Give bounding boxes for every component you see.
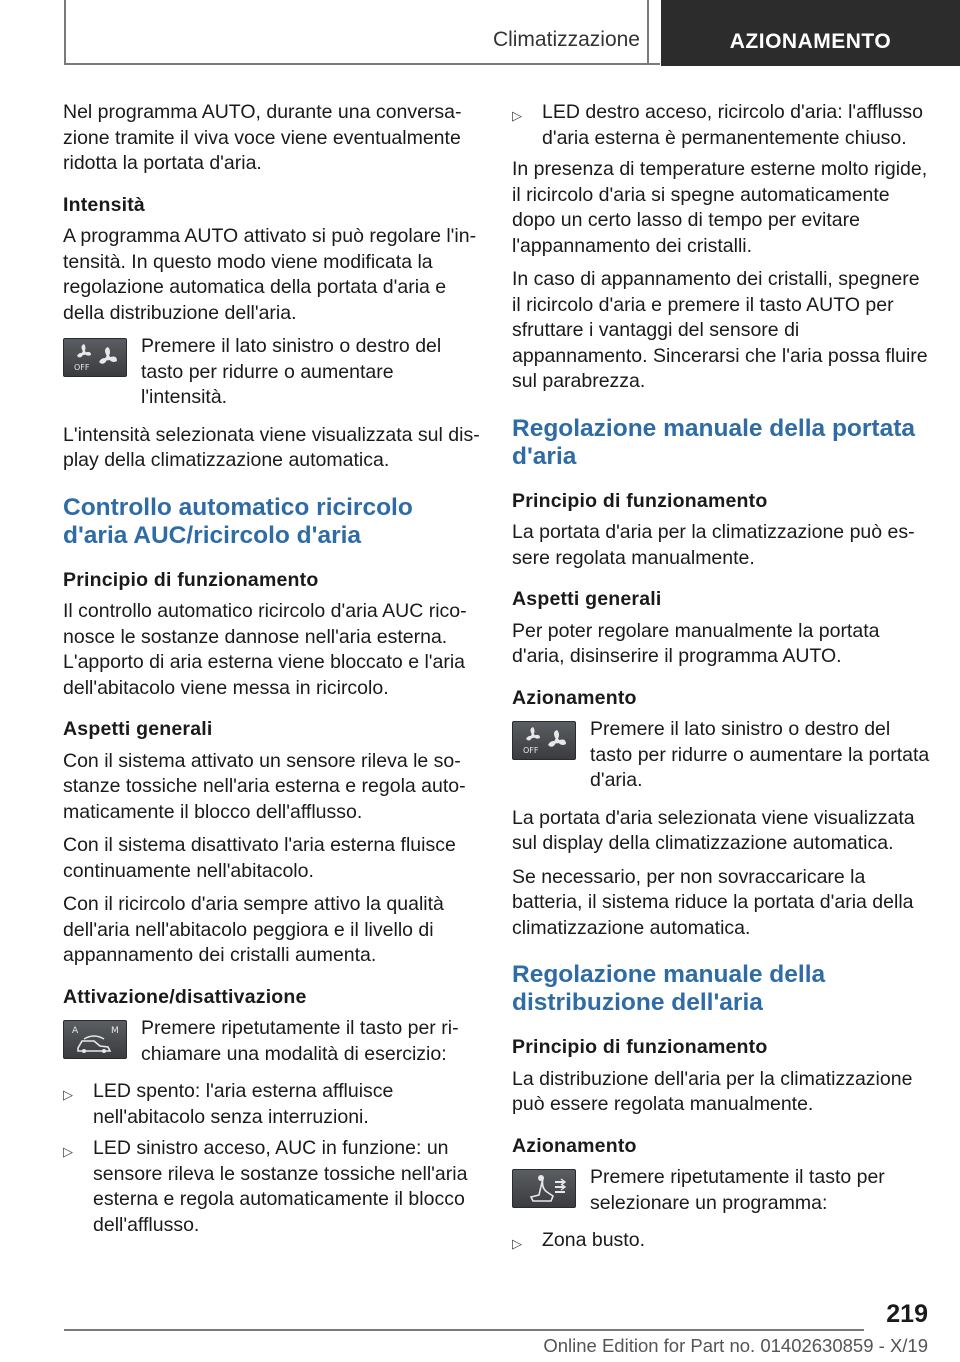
- auto-label: A: [72, 1026, 79, 1036]
- list-item-text: LED sinistro acceso, AUC in funzione: un sensore rileva le sostanze tossiche nell'aria esterna e regola automaticamente il blocco dell'afflusso.: [93, 1137, 468, 1236]
- instruction-text: Premere ripetutamente il tasto per selezionare un programma:: [590, 1166, 885, 1214]
- list-item-text: LED spento: l'aria esterna affluisce nell'abitacolo senza interruzioni.: [93, 1080, 394, 1128]
- paragraph: In presenza di temperature esterne molto rigide, il ricircolo d'aria si spegne automaticamente dopo un certo lasso di tempo per evitare l'appannamento dei cristalli.: [512, 158, 928, 257]
- paragraph: La portata d'aria selezionata viene visualizzata sul display della climatizzazione automatica.: [512, 806, 915, 854]
- air-distribution-icon: [513, 1170, 575, 1207]
- paragraph: In caso di appannamento dei cristalli, spegnere il ricircolo d'aria e premere il tasto AUTO per sfruttare i vantaggi del sensore di appannamento. Sincerarsi che l'aria possa fluire sul parabrezza.: [512, 268, 928, 392]
- bullet-triangle-icon: ▷: [63, 1087, 73, 1102]
- list-item: [512, 100, 930, 151]
- paragraph: Con il ricircolo d'aria sempre attivo la qualità dell'aria nell'abitacolo peggiora e il livello di appannamento dei cristalli aumenta.: [63, 893, 444, 966]
- paragraph: La distribuzione dell'aria per la climatizzazione può essere regolata manualmente.: [512, 1067, 913, 1115]
- section-heading-auc: Controllo automatico ricircolo d'aria AUC/ricircolo d'aria: [63, 493, 413, 549]
- header-section-title: Climatizzazione: [492, 28, 640, 51]
- paragraph: Con il sistema disattivato l'aria esterna fluisce continuamente nell'abitacolo.: [63, 834, 456, 882]
- subheading-attivazione: Attivazione/disattivazione: [63, 985, 307, 1008]
- recirculation-button-image: [63, 1020, 127, 1059]
- paragraph: Per poter regolare manualmente la portata d'aria, disinserire il programma AUTO.: [512, 619, 880, 667]
- instruction-text: Premere il lato sinistro o destro del tasto per ridurre o aumentare l'intensità.: [141, 335, 442, 408]
- list-item: [63, 1136, 481, 1238]
- list-item: [63, 1079, 481, 1130]
- paragraph: Il controllo automatico ricircolo d'aria AUC riconosce le sostanze dannose nell'aria esterna. L'apporto di aria esterna viene bloccato e l'aria dell'abitacolo viene messa in ricircolo.: [63, 600, 467, 699]
- paragraph: L'intensità selezionata viene visualizzata sul display della climatizzazione automatica.: [63, 423, 480, 471]
- paragraph: Con il sistema attivato un sensore rileva le sostanze tossiche nell'aria esterna e regola automaticamente il blocco dell'afflusso.: [63, 749, 466, 823]
- subheading-aspetti: Aspetti generali: [63, 718, 213, 740]
- list-item-text: LED destro acceso, ricircolo d'aria: l'afflusso d'aria esterna è permanentemente chiuso.: [542, 101, 924, 149]
- header-rule-right: [647, 0, 649, 64]
- car-recirculation-icon: [64, 1021, 126, 1058]
- paragraph: A programma AUTO attivato si può regolare l'intensità. In questo modo viene modificata la regolazione automatica della portata d'aria e della distribuzione dell'aria.: [63, 225, 477, 324]
- button-instruction: [512, 1165, 930, 1216]
- edition-note: Online Edition for Part no. 01402630859 - X/19: [543, 1335, 928, 1356]
- subheading-azionamento: Azionamento: [512, 686, 637, 709]
- air-distribution-button-image: [512, 1169, 576, 1208]
- subheading-intensita: Intensità: [63, 193, 145, 216]
- footer-rule: [64, 1329, 864, 1331]
- instruction-text: Premere ripetutamente il tasto per richiamare una modalità di esercizio:: [141, 1017, 459, 1065]
- left-column: [63, 100, 481, 1244]
- fan-button-image: [63, 338, 127, 377]
- header-chapter-tab: AZIONAMENTO: [661, 0, 960, 66]
- paragraph: Se necessario, per non sovraccaricare la batteria, il sistema riduce la portata d'aria della climatizzazione automatica.: [512, 865, 914, 939]
- subheading-aspetti: Aspetti generali: [512, 588, 662, 610]
- fan-icon: [64, 339, 126, 376]
- manual-label: M: [111, 1026, 119, 1036]
- header-rule-bottom: [64, 63, 660, 65]
- page-number: 219: [886, 1300, 928, 1328]
- button-instruction: [512, 717, 930, 794]
- fan-button-image: [512, 721, 576, 760]
- list-item: [512, 1228, 930, 1257]
- bullet-triangle-icon: ▷: [63, 1144, 73, 1159]
- off-label: OFF: [523, 746, 539, 755]
- instruction-text: Premere il lato sinistro o destro del tasto per ridurre o aumentare la portata d'aria.: [590, 718, 930, 791]
- list-item-text: Zona busto.: [542, 1229, 645, 1251]
- paragraph: Nel programma AUTO, durante una conversazione tramite il viva voce viene eventualmente ridotta la portata d'aria.: [63, 101, 462, 174]
- section-heading-portata: Regolazione manuale della portata d'aria: [512, 414, 915, 470]
- paragraph: La portata d'aria per la climatizzazione può essere regolata manualmente.: [512, 521, 915, 569]
- fan-icon: [513, 722, 575, 759]
- subheading-principio: Principio di funzionamento: [512, 1036, 768, 1058]
- subheading-azionamento: Azionamento: [512, 1134, 637, 1157]
- section-heading-distribuzione: Regolazione manuale della distribuzione dell'aria: [512, 961, 826, 1016]
- button-instruction: [63, 1016, 481, 1067]
- subheading-principio: Principio di funzionamento: [63, 568, 319, 591]
- off-label: OFF: [74, 363, 90, 372]
- right-column: [512, 100, 930, 1263]
- button-instruction: [63, 334, 481, 411]
- header-rule-left: [64, 0, 66, 64]
- bullet-triangle-icon: ▷: [512, 108, 522, 123]
- subheading-principio: Principio di funzionamento: [512, 489, 768, 512]
- bullet-triangle-icon: ▷: [512, 1236, 522, 1251]
